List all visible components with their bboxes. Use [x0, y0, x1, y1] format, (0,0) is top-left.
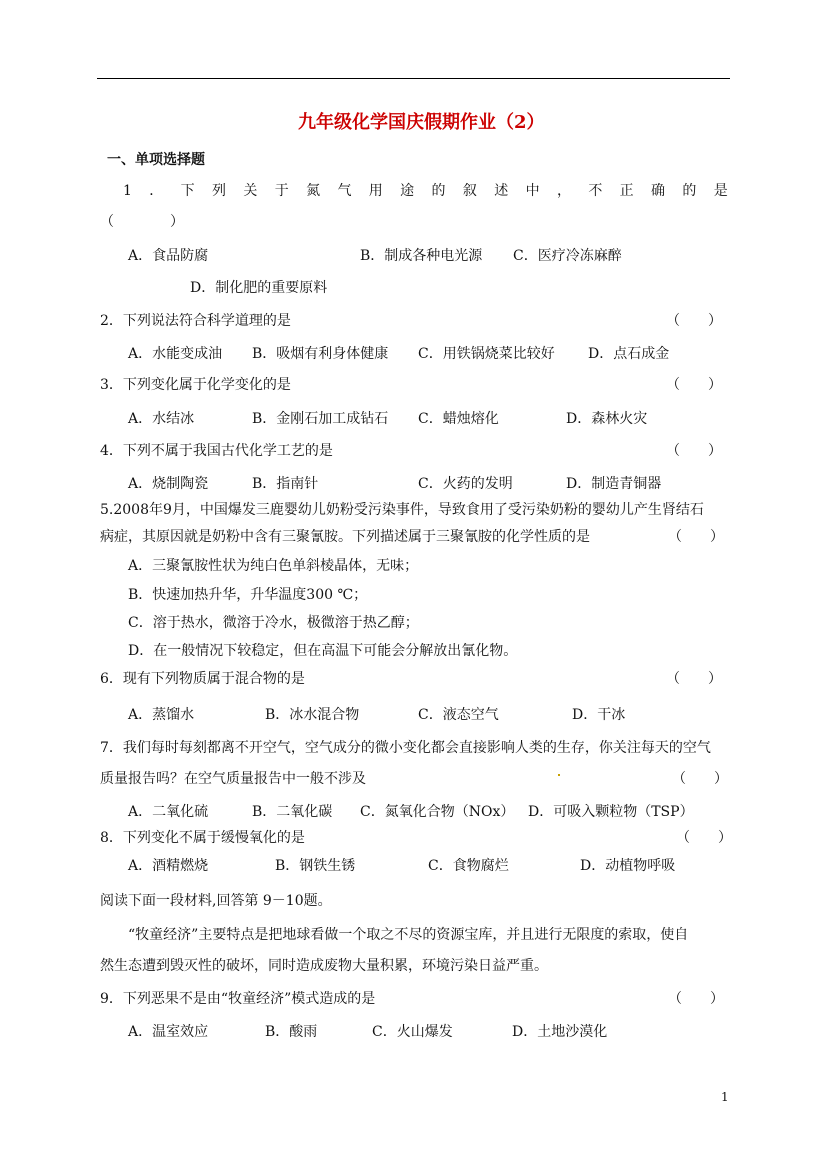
question-8-option-a: A．酒精燃烧: [128, 858, 209, 874]
reading-paragraph-line-2: 然生态遭到毁灭性的破坏，同时造成废物大量积累，环境污染日益严重。: [100, 958, 548, 974]
question-1-option-d: D．制化肥的重要原料: [190, 280, 328, 296]
question-1-answer-blank: （ ）: [100, 214, 184, 230]
question-1-option-b: B．制成各种电光源: [360, 248, 483, 264]
question-3-stem: 3．下列变化属于化学变化的是: [100, 377, 291, 393]
question-6-option-c: C．液态空气: [418, 707, 499, 723]
question-3-option-b: B．金刚石加工成钻石: [252, 411, 389, 427]
question-2-option-d: D．点石成金: [588, 346, 670, 362]
question-9-option-c: C．火山爆发: [372, 1024, 453, 1040]
question-4-option-b: B．指南针: [252, 476, 319, 492]
question-4-option-d: D．制造青铜器: [566, 476, 662, 492]
question-6-option-b: B．冰水混合物: [265, 707, 360, 723]
question-7-option-b: B．二氧化碳: [252, 804, 333, 820]
question-5-option-b: B．快速加热升华，升华温度300 ℃；: [128, 587, 368, 603]
question-5-stem-line-2: 病症，其原因就是奶粉中含有三聚氰胺。下列描述属于三聚氰胺的化学性质的是: [100, 529, 590, 545]
question-7-option-c: C．氮氧化合物（NOx）: [360, 804, 515, 820]
question-1-stem: 1 ． 下 列 关 于 氮 气 用 途 的 叙 述 中 ， 不 正 确 的 是: [123, 183, 728, 199]
question-1-option-a: A．食品防腐: [128, 248, 209, 264]
question-6-option-a: A．蒸馏水: [128, 707, 195, 723]
stray-dot: [558, 774, 560, 776]
question-5-stem-line-1: 5.2008年9月，中国爆发三鹿婴幼儿奶粉受污染事件，导致食用了受污染奶粉的婴幼儿产生肾结石: [100, 502, 704, 518]
question-9-option-a: A．温室效应: [128, 1024, 209, 1040]
question-6-answer-blank: （ ）: [666, 671, 722, 687]
section-heading: 一、单项选择题: [107, 152, 205, 168]
question-6-stem: 6．现有下列物质属于混合物的是: [100, 671, 305, 687]
question-2-option-b: B．吸烟有利身体健康: [252, 346, 389, 362]
question-7-answer-blank: （ ）: [672, 771, 728, 787]
reading-intro: 阅读下面一段材料,回答第 9－10题。: [100, 893, 332, 909]
question-1-option-c: C．医疗冷冻麻醉: [513, 248, 622, 264]
question-7-option-d: D．可吸入颗粒物（TSP）: [528, 804, 694, 820]
question-4-option-c: C．火药的发明: [418, 476, 513, 492]
question-3-option-a: A．水结冰: [128, 411, 195, 427]
question-9-option-d: D．土地沙漠化: [512, 1024, 608, 1040]
question-2-option-c: C．用铁锅烧菜比较好: [418, 346, 555, 362]
question-2-stem: 2．下列说法符合科学道理的是: [100, 313, 291, 329]
question-8-option-b: B．钢铁生锈: [275, 858, 356, 874]
question-8-option-d: D．动植物呼吸: [580, 858, 676, 874]
question-4-stem: 4．下列不属于我国古代化学工艺的是: [100, 443, 333, 459]
question-4-answer-blank: （ ）: [666, 443, 722, 459]
question-9-stem: 9．下列恶果不是由“牧童经济”模式造成的是: [100, 991, 376, 1007]
question-5-option-c: C．溶于热水，微溶于冷水，极微溶于热乙醇；: [128, 615, 419, 631]
question-7-option-a: A．二氧化硫: [128, 804, 209, 820]
question-3-option-d: D．森林火灾: [566, 411, 648, 427]
question-7-stem-line-2: 质量报告吗？在空气质量报告中一般不涉及: [100, 771, 366, 787]
question-5-option-a: A．三聚氰胺性状为纯白色单斜棱晶体，无味；: [128, 558, 419, 574]
question-2-answer-blank: （ ）: [666, 313, 722, 329]
question-7-stem-line-1: 7．我们每时每刻都离不开空气，空气成分的微小变化都会直接影响人类的生存，你关注每天的空气: [100, 740, 711, 756]
question-3-answer-blank: （ ）: [666, 377, 722, 393]
question-8-stem: 8．下列变化不属于缓慢氧化的是: [100, 830, 305, 846]
question-6-option-d: D．干冰: [572, 707, 626, 723]
question-5-answer-blank: （ ）: [668, 529, 724, 545]
page-title: 九年级化学国庆假期作业（2）: [298, 112, 545, 133]
question-3-option-c: C．蜡烛熔化: [418, 411, 499, 427]
question-9-option-b: B．酸雨: [265, 1024, 318, 1040]
question-5-option-d: D．在一般情况下较稳定，但在高温下可能会分解放出氰化物。: [128, 643, 518, 659]
header-rule: [97, 78, 730, 79]
question-4-option-a: A．烧制陶瓷: [128, 476, 209, 492]
question-8-answer-blank: （ ）: [676, 830, 732, 846]
question-8-option-c: C．食物腐烂: [428, 858, 509, 874]
question-2-option-a: A．水能变成油: [128, 346, 223, 362]
question-9-answer-blank: （ ）: [668, 991, 724, 1007]
reading-paragraph-line-1: “牧童经济”主要特点是把地球看做一个取之不尽的资源宝库，并且进行无限度的索取，使自: [128, 927, 689, 943]
page-number: 1: [721, 1090, 729, 1104]
